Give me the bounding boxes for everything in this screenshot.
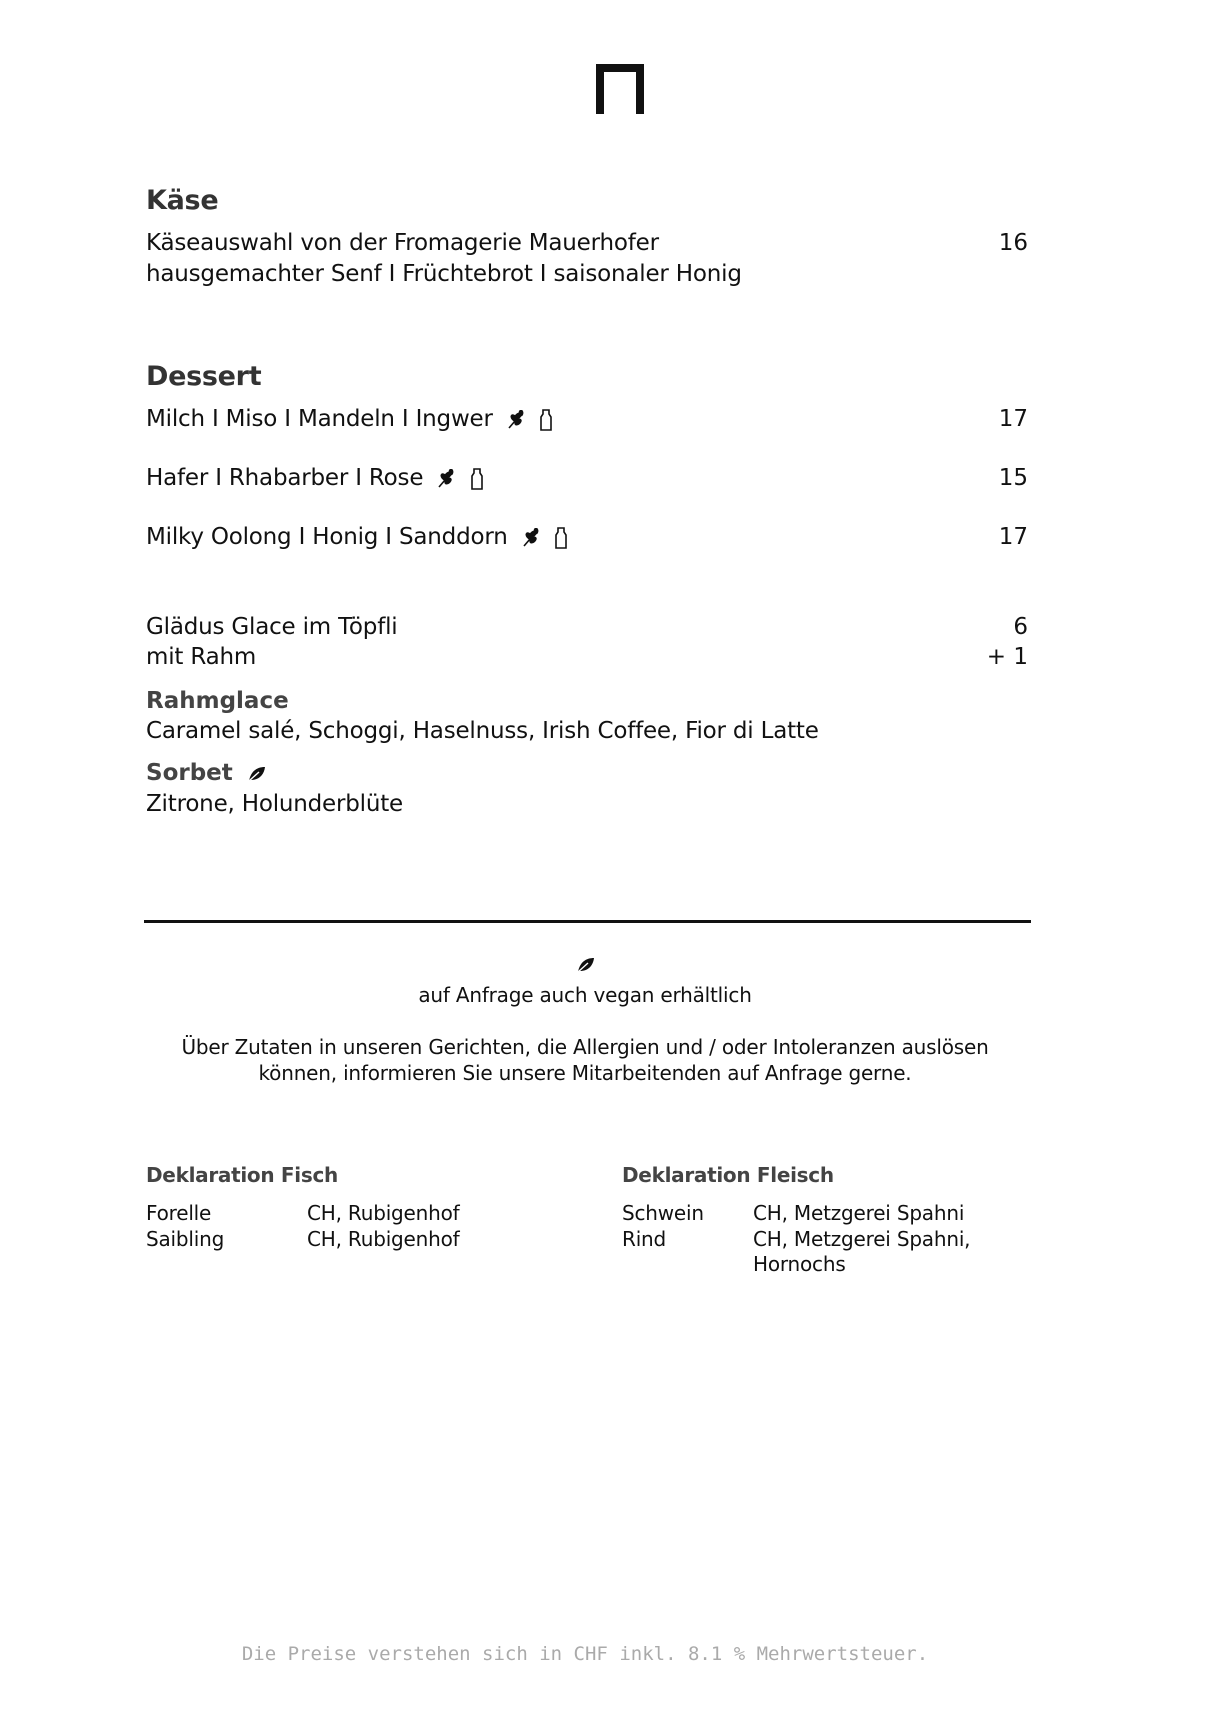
dessert-item <box>146 524 568 550</box>
vegan-note: auf Anfrage auch vegan erhältlich <box>418 983 752 1007</box>
declaration-fish-name: Saibling <box>146 1227 225 1251</box>
sorbet-title-text: Sorbet <box>146 760 233 786</box>
section-title-kaese: Käse <box>146 185 219 216</box>
declaration-fish-name: Forelle <box>146 1201 212 1225</box>
declaration-meat-title: Deklaration Fleisch <box>622 1163 834 1187</box>
glace-price: 6 <box>1013 614 1028 640</box>
wheat-icon <box>521 528 541 548</box>
dessert-item-name: Milky Oolong I Honig I Sanddorn <box>146 524 508 550</box>
declaration-meat-origin: CH, Metzgerei Spahni <box>753 1201 965 1225</box>
leaf-icon <box>247 765 267 783</box>
rahmglace-title: Rahmglace <box>146 688 289 714</box>
allergy-note-line2: können, informieren Sie unsere Mitarbeitenden auf Anfrage gerne. <box>258 1061 912 1085</box>
dessert-item <box>146 406 553 432</box>
wheat-icon <box>436 469 456 489</box>
wheat-icon <box>506 410 526 430</box>
divider <box>144 920 1031 923</box>
allergy-note-line1: Über Zutaten in unseren Gerichten, die Allergien und / oder Intoleranzen auslösen <box>181 1035 989 1059</box>
rahmglace-flavors: Caramel salé, Schoggi, Haselnuss, Irish Coffee, Fior di Latte <box>146 718 819 744</box>
dessert-item <box>146 465 484 491</box>
glace-line2: mit Rahm <box>146 644 257 670</box>
section-title-dessert: Dessert <box>146 361 262 392</box>
dessert-item-name: Milch I Miso I Mandeln I Ingwer <box>146 406 493 432</box>
milk-bottle-icon <box>470 468 484 490</box>
declaration-fish-origin: CH, Rubigenhof <box>307 1227 460 1251</box>
price-footnote: Die Preise verstehen sich in CHF inkl. 8.1 % Mehrwertsteuer. <box>241 1643 929 1665</box>
dessert-price: 17 <box>998 524 1028 550</box>
declaration-meat-name: Rind <box>622 1227 667 1251</box>
kaese-price: 16 <box>998 230 1028 256</box>
declaration-meat-origin-cont: Hornochs <box>753 1252 846 1276</box>
declaration-fish-origin: CH, Rubigenhof <box>307 1201 460 1225</box>
glace-extra-price: + 1 <box>986 644 1028 670</box>
declaration-meat-name: Schwein <box>622 1201 704 1225</box>
logo-icon <box>596 64 644 114</box>
kaese-item-line1: Käseauswahl von der Fromagerie Mauerhofer <box>146 230 659 256</box>
declaration-fish-title: Deklaration Fisch <box>146 1163 338 1187</box>
dessert-item-name: Hafer I Rhabarber I Rose <box>146 465 424 491</box>
leaf-icon <box>576 956 596 974</box>
glace-line1: Glädus Glace im Töpfli <box>146 614 398 640</box>
sorbet-title <box>146 760 267 786</box>
declaration-meat-origin: CH, Metzgerei Spahni, <box>753 1227 971 1251</box>
kaese-item-line2: hausgemachter Senf I Früchtebrot I saisonaler Honig <box>146 261 742 287</box>
sorbet-flavors: Zitrone, Holunderblüte <box>146 791 403 817</box>
dessert-price: 17 <box>998 406 1028 432</box>
milk-bottle-icon <box>539 409 553 431</box>
dessert-price: 15 <box>998 465 1028 491</box>
milk-bottle-icon <box>554 527 568 549</box>
